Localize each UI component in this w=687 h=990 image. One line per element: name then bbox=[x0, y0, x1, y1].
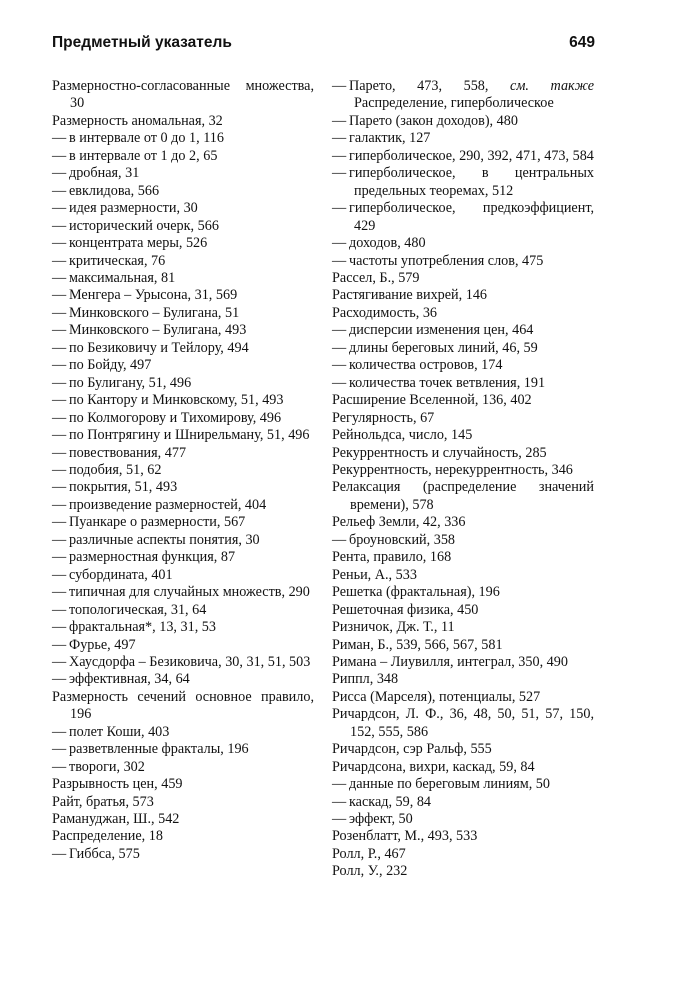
entry-text: Фурье, 497 bbox=[69, 636, 136, 653]
entry-text: гиперболическое, предкоэффициент, 429 bbox=[349, 200, 594, 234]
subentry-dash: — bbox=[332, 165, 347, 182]
index-entry bbox=[332, 846, 594, 863]
index-subentry bbox=[52, 846, 314, 863]
entry-text: Размерность аномальная, 32 bbox=[52, 112, 223, 129]
index-subentry bbox=[52, 462, 314, 479]
index-subentry bbox=[52, 410, 314, 427]
entry-text: Ризничок, Дж. Т., 11 bbox=[332, 619, 455, 636]
subentry-dash: — bbox=[52, 339, 67, 356]
index-subentry bbox=[52, 235, 314, 252]
subentry-dash: — bbox=[332, 200, 347, 217]
subentry-dash: — bbox=[52, 461, 67, 478]
subentry-dash: — bbox=[52, 741, 67, 758]
entry-text: максимальная, 81 bbox=[69, 269, 176, 286]
index-subentry bbox=[332, 811, 594, 828]
subentry-dash: — bbox=[52, 845, 67, 862]
index-entry bbox=[52, 811, 314, 828]
entry-text: Менгера – Урысона, 31, 569 bbox=[69, 287, 238, 304]
entry-text: по Безиковичу и Тейлору, 494 bbox=[69, 339, 249, 356]
index-subentry bbox=[332, 794, 594, 811]
index-subentry bbox=[52, 218, 314, 235]
index-subentry bbox=[52, 497, 314, 514]
subentry-dash: — bbox=[52, 549, 67, 566]
entry-text: длины береговых линий, 46, 59 bbox=[349, 339, 538, 356]
entry-text: Минковского – Булигана, 493 bbox=[69, 322, 247, 339]
index-entry bbox=[332, 671, 594, 688]
subentry-dash: — bbox=[332, 793, 347, 810]
entry-text: произведение размерностей, 404 bbox=[69, 496, 267, 513]
entry-text: Риппл, 348 bbox=[332, 671, 399, 688]
entry-text: Риман, Б., 539, 566, 567, 581 bbox=[332, 636, 503, 653]
index-subentry bbox=[52, 445, 314, 462]
subentry-dash: — bbox=[52, 601, 67, 618]
index-subentry bbox=[332, 253, 594, 270]
entry-text: Распределение, 18 bbox=[52, 828, 163, 845]
index-subentry bbox=[52, 148, 314, 165]
index-entry bbox=[52, 689, 314, 724]
entry-text: по Колмогорову и Тихомирову, 496 bbox=[69, 409, 282, 426]
index-entry bbox=[332, 549, 594, 566]
index-entry bbox=[332, 567, 594, 584]
entry-text: Ролл, У., 232 bbox=[332, 863, 408, 880]
index-subentry bbox=[52, 759, 314, 776]
entry-text: Парето (закон доходов), 480 bbox=[349, 112, 518, 129]
index-entry bbox=[332, 741, 594, 758]
entry-text: Размерность сечений основное правило, 196 bbox=[52, 688, 314, 723]
entry-text: фрактальная*, 13, 31, 53 bbox=[69, 619, 216, 636]
subentry-dash: — bbox=[332, 776, 347, 793]
index-subentry bbox=[52, 584, 314, 601]
index-entry bbox=[332, 759, 594, 776]
entry-text: Ричардсон, Л. Ф., 36, 48, 50, 51, 57, 150, 152, 555, 586 bbox=[332, 706, 594, 740]
entry-text: Рисса (Марселя), потенциалы, 527 bbox=[332, 688, 541, 705]
entry-text: Рейнольдса, число, 145 bbox=[332, 427, 473, 444]
index-subentry bbox=[52, 549, 314, 566]
index-subentry bbox=[332, 357, 594, 374]
entry-text: Рельеф Земли, 42, 336 bbox=[332, 514, 466, 531]
subentry-dash: — bbox=[52, 147, 67, 164]
entry-text: дробная, 31 bbox=[69, 165, 140, 182]
entry-text: эффективная, 34, 64 bbox=[69, 671, 190, 688]
index-subentry bbox=[52, 671, 314, 688]
entry-text: по Понтрягину и Шнирельману, 51, 496 bbox=[69, 427, 310, 444]
subentry-dash: — bbox=[332, 147, 347, 164]
index-entry bbox=[332, 445, 594, 462]
entry-text: Рекуррентность и случайность, 285 bbox=[332, 444, 547, 461]
entry-text: дисперсии изменения цен, 464 bbox=[349, 322, 534, 339]
subentry-dash: — bbox=[332, 112, 347, 129]
entry-text: в интервале от 0 до 1, 116 bbox=[69, 130, 224, 147]
subentry-dash: — bbox=[332, 78, 347, 94]
index-subentry bbox=[332, 78, 594, 113]
entry-text: Хаусдорфа – Безиковича, 30, 31, 51, 503 bbox=[69, 653, 311, 670]
entry-text: Расширение Вселенной, 136, 402 bbox=[332, 392, 532, 409]
entry-text: частоты употребления слов, 475 bbox=[349, 252, 544, 269]
index-subentry bbox=[332, 113, 594, 130]
entry-text-continued: Распределение, гиперболическое bbox=[354, 95, 554, 112]
entry-text: Ричардсона, вихри, каскад, 59, 84 bbox=[332, 758, 535, 775]
index-subentry bbox=[52, 479, 314, 496]
entry-text: Решетка (фрактальная), 196 bbox=[332, 584, 500, 601]
subentry-dash: — bbox=[52, 444, 67, 461]
index-subentry bbox=[52, 357, 314, 374]
subentry-dash: — bbox=[52, 252, 67, 269]
index-entry bbox=[332, 689, 594, 706]
subentry-dash: — bbox=[52, 287, 67, 304]
entry-text: Рамануджан, Ш., 542 bbox=[52, 811, 180, 828]
entry-text: евклидова, 566 bbox=[69, 182, 160, 199]
entry-text: Римана – Лиувилля, интеграл, 350, 490 bbox=[332, 653, 568, 670]
subentry-dash: — bbox=[52, 392, 67, 409]
index-column-right bbox=[332, 78, 594, 881]
index-subentry bbox=[332, 148, 594, 165]
index-subentry bbox=[332, 322, 594, 339]
entry-text: Разрывность цен, 459 bbox=[52, 776, 183, 793]
subentry-dash: — bbox=[332, 130, 347, 147]
index-subentry bbox=[52, 340, 314, 357]
subentry-dash: — bbox=[52, 531, 67, 548]
entry-crossref: см. также bbox=[510, 78, 594, 94]
index-entry bbox=[332, 637, 594, 654]
subentry-dash: — bbox=[52, 496, 67, 513]
entry-text: в интервале от 1 до 2, 65 bbox=[69, 147, 218, 164]
subentry-dash: — bbox=[52, 566, 67, 583]
entry-text: данные по береговым линиям, 50 bbox=[349, 776, 550, 793]
index-entry bbox=[332, 392, 594, 409]
subentry-dash: — bbox=[332, 811, 347, 828]
subentry-dash: — bbox=[52, 357, 67, 374]
subentry-dash: — bbox=[52, 636, 67, 653]
subentry-dash: — bbox=[52, 619, 67, 636]
index-subentry bbox=[52, 567, 314, 584]
subentry-dash: — bbox=[52, 200, 67, 217]
index-subentry bbox=[332, 340, 594, 357]
entry-text: Решеточная физика, 450 bbox=[332, 601, 479, 618]
index-subentry bbox=[332, 375, 594, 392]
index-subentry bbox=[332, 130, 594, 147]
index-subentry bbox=[52, 619, 314, 636]
index-entry bbox=[332, 828, 594, 845]
index-subentry bbox=[52, 532, 314, 549]
entry-text: Реньи, А., 533 bbox=[332, 566, 417, 583]
subentry-dash: — bbox=[332, 235, 347, 252]
entry-text: доходов, 480 bbox=[349, 235, 426, 252]
entry-text: исторический очерк, 566 bbox=[69, 217, 219, 234]
page-title: Предметный указатель bbox=[52, 34, 232, 51]
entry-text: повествования, 477 bbox=[69, 444, 187, 461]
entry-text: Минковского – Булигана, 51 bbox=[69, 304, 240, 321]
entry-text: количества островов, 174 bbox=[349, 357, 503, 374]
index-entry bbox=[332, 270, 594, 287]
subentry-dash: — bbox=[52, 322, 67, 339]
index-subentry bbox=[332, 235, 594, 252]
entry-text: субордината, 401 bbox=[69, 566, 173, 583]
index-subentry bbox=[52, 637, 314, 654]
page-header bbox=[52, 34, 595, 56]
index-subentry bbox=[52, 130, 314, 147]
index-subentry bbox=[52, 392, 314, 409]
index-entry bbox=[332, 514, 594, 531]
subentry-dash: — bbox=[52, 427, 67, 444]
entry-text: Расходимость, 36 bbox=[332, 304, 438, 321]
entry-text: Ролл, Р., 467 bbox=[332, 845, 406, 862]
index-subentry bbox=[52, 427, 314, 444]
entry-text: броуновский, 358 bbox=[349, 531, 456, 548]
entry-text: галактик, 127 bbox=[349, 130, 431, 147]
entry-text: полет Коши, 403 bbox=[69, 723, 170, 740]
entry-text: по Кантору и Минковскому, 51, 493 bbox=[69, 392, 284, 409]
index-entry bbox=[332, 619, 594, 636]
entry-text: Рекуррентность, нерекуррентность, 346 bbox=[332, 461, 573, 478]
index-entry bbox=[332, 427, 594, 444]
index-entry bbox=[52, 794, 314, 811]
subentry-dash: — bbox=[52, 374, 67, 391]
entry-text: Гиббса, 575 bbox=[69, 845, 140, 862]
entry-text: топологическая, 31, 64 bbox=[69, 601, 207, 618]
index-subentry bbox=[52, 165, 314, 182]
entry-text: твороги, 302 bbox=[69, 758, 145, 775]
index-subentry bbox=[52, 741, 314, 758]
subentry-dash: — bbox=[52, 165, 67, 182]
subentry-dash: — bbox=[52, 653, 67, 670]
index-subentry bbox=[332, 532, 594, 549]
entry-text: по Бойду, 497 bbox=[69, 357, 152, 374]
index-subentry bbox=[52, 322, 314, 339]
entry-text: каскад, 59, 84 bbox=[349, 793, 432, 810]
subentry-dash: — bbox=[332, 339, 347, 356]
index-subentry bbox=[52, 305, 314, 322]
index-entry bbox=[52, 78, 314, 113]
subentry-dash: — bbox=[52, 182, 67, 199]
index-entry bbox=[332, 706, 594, 741]
entry-text: покрытия, 51, 493 bbox=[69, 479, 178, 496]
index-entry bbox=[332, 602, 594, 619]
entry-text: гиперболическое, 290, 392, 471, 473, 584 bbox=[349, 147, 594, 164]
subentry-dash: — bbox=[52, 514, 67, 531]
entry-text: гиперболическое, в центральных предельных теоремах, 512 bbox=[349, 165, 594, 199]
index-entry bbox=[52, 113, 314, 130]
entry-text: эффект, 50 bbox=[349, 811, 413, 828]
page-number: 649 bbox=[569, 34, 595, 51]
index-entry bbox=[332, 305, 594, 322]
entry-text: Пуанкаре о размерности, 567 bbox=[69, 514, 246, 531]
subentry-dash: — bbox=[52, 723, 67, 740]
subentry-dash: — bbox=[52, 479, 67, 496]
index-entry bbox=[332, 584, 594, 601]
index-entry bbox=[332, 410, 594, 427]
entry-text: критическая, 76 bbox=[69, 252, 166, 269]
index-entry bbox=[332, 654, 594, 671]
index-subentry bbox=[52, 375, 314, 392]
subentry-dash: — bbox=[332, 357, 347, 374]
index-entry bbox=[332, 479, 594, 514]
index-subentry bbox=[52, 253, 314, 270]
index-entry bbox=[52, 776, 314, 793]
index-subentry bbox=[52, 270, 314, 287]
entry-text: Релаксация (распределение значений времени), 578 bbox=[332, 479, 594, 513]
entry-text: подобия, 51, 62 bbox=[69, 461, 162, 478]
index-subentry bbox=[52, 724, 314, 741]
entry-text: размерностная функция, 87 bbox=[69, 549, 236, 566]
subentry-dash: — bbox=[52, 130, 67, 147]
index-subentry bbox=[332, 165, 594, 200]
subentry-dash: — bbox=[52, 217, 67, 234]
entry-text: идея размерности, 30 bbox=[69, 200, 198, 217]
subentry-dash: — bbox=[332, 374, 347, 391]
subentry-dash: — bbox=[52, 758, 67, 775]
subentry-dash: — bbox=[52, 304, 67, 321]
entry-text: Растягивание вихрей, 146 bbox=[332, 287, 488, 304]
entry-text: типичная для случайных множеств, 290 bbox=[69, 584, 310, 601]
index-subentry bbox=[332, 200, 594, 235]
index-entry bbox=[52, 828, 314, 845]
entry-text: разветвленные фракталы, 196 bbox=[69, 741, 249, 758]
entry-text: концентрата меры, 526 bbox=[69, 235, 208, 252]
subentry-dash: — bbox=[52, 409, 67, 426]
entry-text: Рента, правило, 168 bbox=[332, 549, 452, 566]
entry-text: различные аспекты понятия, 30 bbox=[69, 531, 260, 548]
entry-text: Регулярность, 67 bbox=[332, 409, 435, 426]
subentry-dash: — bbox=[52, 269, 67, 286]
subentry-dash: — bbox=[332, 322, 347, 339]
index-subentry bbox=[52, 654, 314, 671]
index-entry bbox=[332, 287, 594, 304]
entry-text: Размерностно-согласованные множества, 30 bbox=[52, 78, 314, 112]
index-column-left bbox=[52, 78, 314, 863]
subentry-dash: — bbox=[52, 235, 67, 252]
index-entry bbox=[332, 863, 594, 880]
subentry-dash: — bbox=[52, 671, 67, 688]
entry-text: Райт, братья, 573 bbox=[52, 793, 154, 810]
entry-text: количества точек ветвления, 191 bbox=[349, 374, 546, 391]
subentry-dash: — bbox=[52, 584, 67, 601]
subentry-dash: — bbox=[332, 531, 347, 548]
entry-text: Розенблатт, М., 493, 533 bbox=[332, 828, 478, 845]
entry-text: Ричардсон, сэр Ральф, 555 bbox=[332, 741, 492, 758]
entry-text: по Булигану, 51, 496 bbox=[69, 374, 192, 391]
index-subentry bbox=[52, 287, 314, 304]
entry-text: Парето, 473, 558, bbox=[349, 78, 511, 94]
entry-text: Рассел, Б., 579 bbox=[332, 269, 420, 286]
subentry-dash: — bbox=[332, 252, 347, 269]
index-subentry bbox=[52, 183, 314, 200]
index-subentry bbox=[52, 602, 314, 619]
index-subentry bbox=[332, 776, 594, 793]
index-entry bbox=[332, 462, 594, 479]
index-subentry bbox=[52, 200, 314, 217]
index-subentry bbox=[52, 514, 314, 531]
